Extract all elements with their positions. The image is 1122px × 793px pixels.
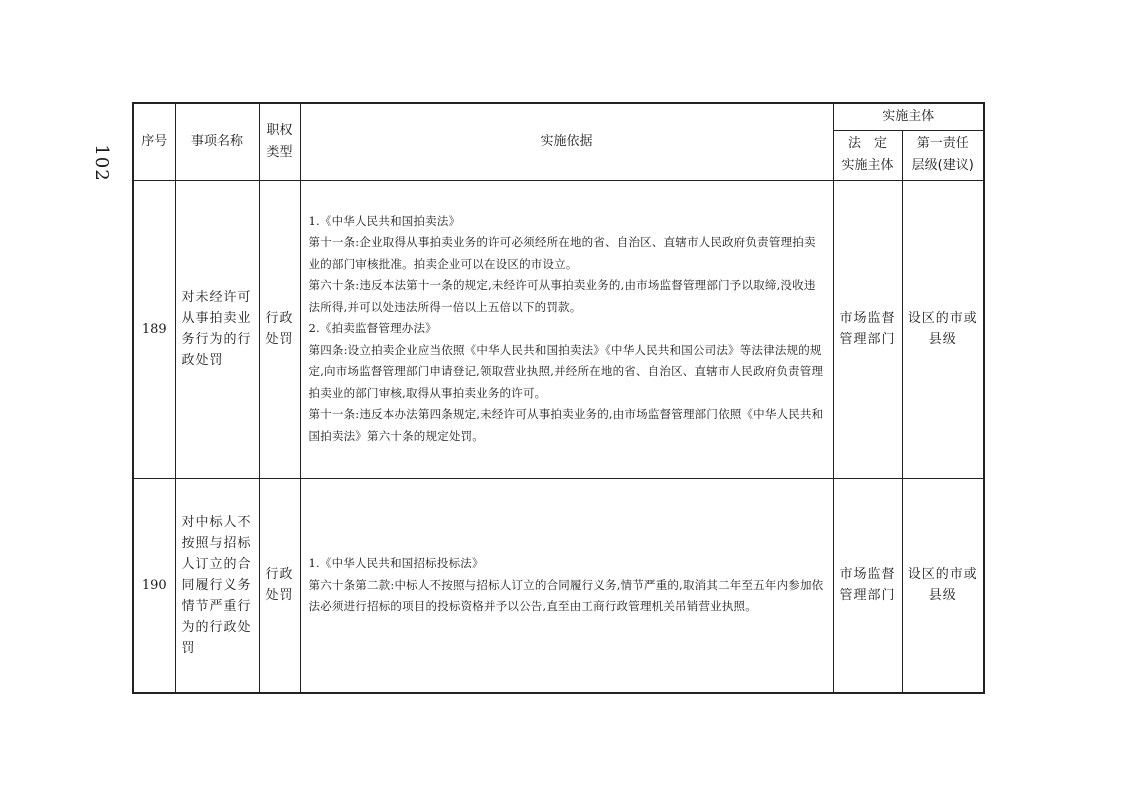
row-responsibility-level: 设区的市或县级: [902, 478, 984, 693]
header-responsibility-level: [902, 130, 984, 180]
basis-paragraph: 第十一条:企业取得从事拍卖业务的许可必须经所在地的省、自治区、直辖市人民政府负责管理拍卖业的部门审核批准。拍卖企业可以在设区的市设立。: [308, 235, 816, 271]
header-power-type-line2: 类型: [266, 144, 293, 160]
header-legal-subject-line2: 实施主体: [841, 158, 894, 173]
row-responsibility-level: 设区的市或县级: [902, 180, 984, 478]
basis-paragraph: 2.《拍卖监督管理办法》: [308, 321, 437, 336]
header-seq: 序号: [133, 103, 175, 180]
row-item-name: 对中标人不按照与招标人订立的合同履行义务情节严重行为的行政处罚: [175, 478, 259, 693]
row-basis: [300, 180, 833, 478]
table-row: [133, 180, 984, 478]
header-basis: 实施依据: [300, 103, 833, 180]
row-power-type: 行政处罚: [259, 478, 300, 693]
row-power-type: 行政处罚: [259, 180, 300, 478]
row-seq: 190: [133, 478, 175, 693]
row-legal-subject: 市场监督管理部门: [833, 478, 902, 693]
basis-paragraph: 1.《中华人民共和国招标投标法》: [308, 556, 484, 570]
basis-paragraph: 第六十条:违反本法第十一条的规定,未经许可从事拍卖业务的,由市场监督管理部门予以取缔,没收违法所得,并可以处违法所得一倍以上五倍以下的罚款。: [308, 278, 816, 314]
row-seq: 189: [133, 180, 175, 478]
header-item-name: 事项名称: [175, 103, 259, 180]
basis-paragraph: 第六十条第二款:中标人不按照与招标人订立的合同履行义务,情节严重的,取消其二年至五年内参加依法必须进行招标的项目的投标资格并予以公告,直至由工商行政管理机关吊销营业执照。: [308, 577, 824, 613]
header-legal-subject: [833, 130, 902, 180]
row-item-name: 对未经许可从事拍卖业务行为的行政处罚: [175, 180, 259, 478]
header-power-type: [259, 103, 300, 180]
row-legal-subject: 市场监督管理部门: [833, 180, 902, 478]
header-level-line2: 层级(建议): [911, 158, 974, 173]
basis-paragraph: 1.《中华人民共和国拍卖法》: [308, 213, 461, 228]
header-legal-subject-line1: 法 定: [847, 136, 887, 151]
basis-paragraph: 第四条:设立拍卖企业应当依照《中华人民共和国拍卖法》《中华人民共和国公司法》等法律法规的规定,向市场监督管理部门申请登记,领取营业执照,并经所在地的省、自治区、直辖市人民政府负责管理拍卖业的部门审核,取得从事拍卖业务的许可。: [308, 342, 824, 400]
basis-paragraph: 第十一条:违反本办法第四条规定,未经许可从事拍卖业务的,由市场监督管理部门依照《中华人民共和国拍卖法》第六十条的规定处罚。: [308, 407, 824, 443]
header-subject: 实施主体: [833, 103, 984, 130]
enforcement-items-table: [132, 102, 985, 694]
header-level-line1: 第一责任: [916, 136, 969, 151]
page-number-text: 102: [91, 144, 113, 182]
header-power-type-line1: 职权: [266, 122, 293, 138]
table-row: [133, 478, 984, 693]
row-basis: [300, 478, 833, 693]
